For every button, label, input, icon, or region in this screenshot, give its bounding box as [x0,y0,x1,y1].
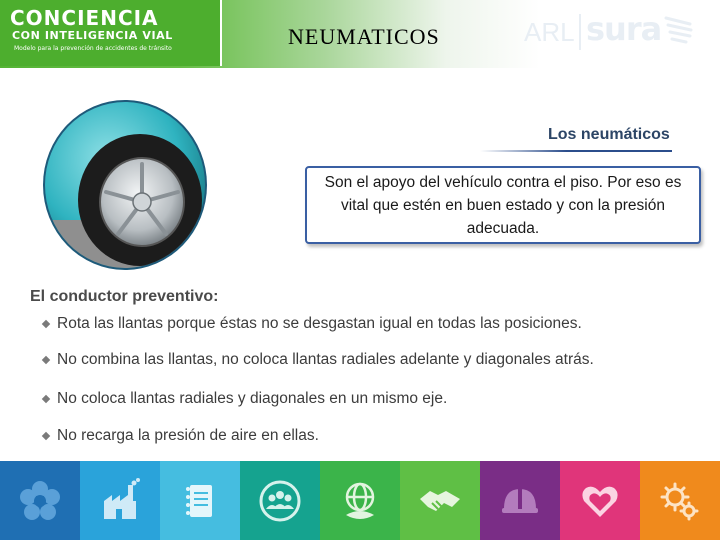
bullet-diamond-icon [42,320,50,328]
list-item-text: No combina las llantas, no coloca llantas radiales adelante y diagonales atrás. [57,351,594,368]
handshake-icon [416,477,464,525]
globe-icon [336,477,384,525]
bullet-diamond-icon [42,432,50,440]
list-item [40,390,447,408]
brand-sura: sura [586,10,662,48]
description-text: Son el apoyo del vehículo contra el piso. Por eso es vital que estén en buen estado y con la presión adecuada. [324,173,682,237]
footer-icon-strip [0,461,720,540]
list-item [40,315,582,333]
footer-tile[interactable] [0,461,80,540]
flower-icon [16,477,64,525]
footer-tile[interactable] [160,461,240,540]
footer-tile[interactable] [400,461,480,540]
tire-wheel-image [40,100,210,270]
section-title: Los neumáticos [548,126,670,143]
bullet-diamond-icon [42,356,50,364]
conciencia-logo [0,0,222,66]
logo-line-2: CON INTELIGENCIA VIAL [12,29,173,42]
page-title: NEUMATICOS [288,24,440,49]
footer-tile[interactable] [480,461,560,540]
bullet-diamond-icon [42,395,50,403]
description-box [305,166,701,244]
list-heading: El conductor preventivo: [30,288,219,305]
header-bar [0,0,720,68]
footer-tile[interactable] [640,461,720,540]
brand-arl: ARL [524,17,575,47]
footer-tile[interactable] [560,461,640,540]
heart-icon [576,477,624,525]
list-item-text: No recarga la presión de aire en ellas. [57,427,319,444]
helmet-icon [496,477,544,525]
list-item [40,427,319,445]
people-icon [256,477,304,525]
title-underline [480,150,672,152]
list-item [40,351,594,369]
footer-tile[interactable] [80,461,160,540]
brand-separator [579,14,581,50]
sura-wing-icon [664,14,694,50]
footer-tile[interactable] [320,461,400,540]
logo-line-3: Modelo para la prevención de accidentes de tránsito [14,45,172,52]
gears-icon [656,477,704,525]
logo-line-1: CONCIENCIA [10,6,159,30]
notebook-icon [176,477,224,525]
list-item-text: No coloca llantas radiales y diagonales en un mismo eje. [57,390,448,407]
footer-tile[interactable] [240,461,320,540]
list-item-text: Rota las llantas porque éstas no se desgastan igual en todas las posiciones. [57,315,582,332]
factory-icon [96,477,144,525]
